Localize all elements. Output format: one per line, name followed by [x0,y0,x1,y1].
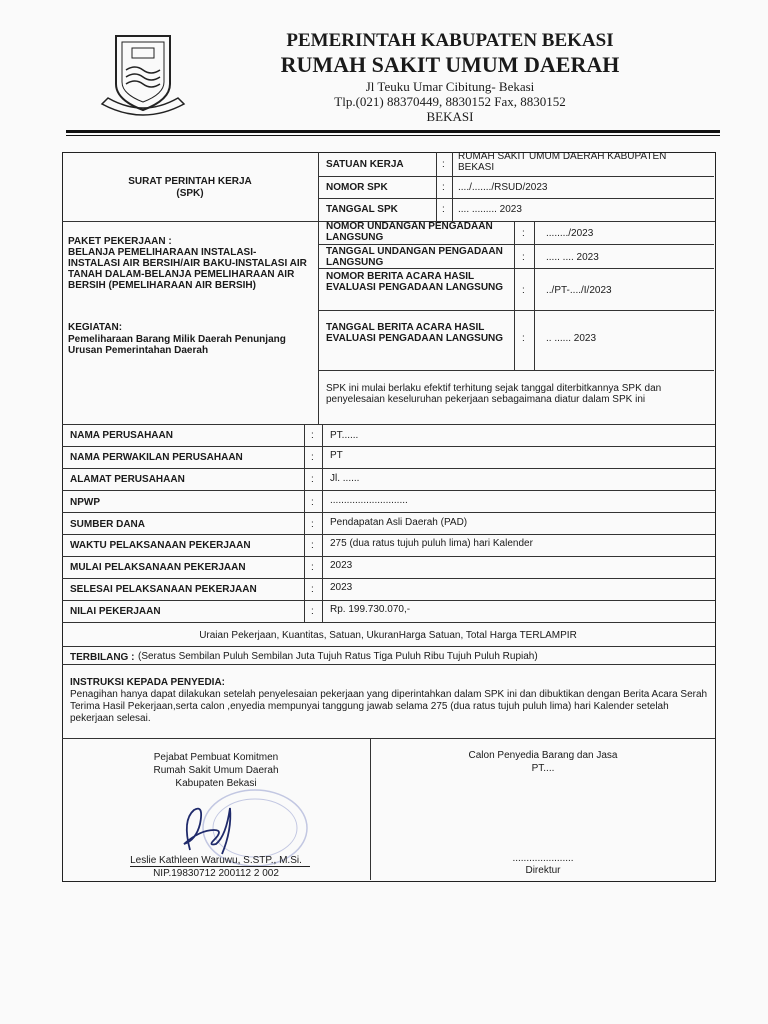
colon: : [311,497,314,508]
header-divider [66,130,720,133]
nomor-berita-acara-value: ../PT-..../I/2023 [546,285,612,296]
colon: : [311,584,314,595]
waktu-pelaksanaan-value: 275 (dua ratus tujuh puluh lima) hari Kalender [330,538,533,549]
colon: : [442,182,445,193]
nomor-spk-value: ..../......./RSUD/2023 [458,182,548,193]
ppk-name: Leslie Kathleen Waruwu, S.STP., M.Si. [130,855,302,866]
header-city: BEKASI [426,109,474,124]
colon: : [311,430,314,441]
tanggal-berita-acara-label: TANGGAL BERITA ACARA HASIL EVALUASI PENGADAAN LANGSUNG [326,322,504,344]
ppk-regency: Kabupaten Bekasi [175,778,257,789]
header-government: PEMERINTAH KABUPATEN BEKASI [286,30,614,51]
tanggal-spk-value: .... ......... 2023 [458,204,522,215]
mulai-pelaksanaan-value: 2023 [330,560,353,571]
colon: : [311,540,314,551]
nomor-undangan-label: NOMOR UNDANGAN PENGADAAN LANGSUNG [326,221,493,243]
terbilang-value: (Seratus Sembilan Puluh Sembilan Juta Tujuh Ratus Tiga Puluh Ribu Tujuh Puluh Rupiah) [138,651,538,662]
header-hospital: RUMAH SAKIT UMUM DAERAH [280,52,620,77]
provider-company: PT.... [531,763,555,774]
colon: : [442,159,445,170]
colon: : [522,285,525,296]
colon: : [311,452,314,463]
nomor-undangan-value: ......../2023 [546,228,594,239]
regency-logo [98,30,188,124]
colon: : [311,562,314,573]
kegiatan-description: Pemeliharaan Barang Milik Daerah Penunjang Urusan Pemerintahan Daerah [68,334,286,356]
handwritten-signature [170,800,250,858]
spk-effective-note: SPK ini mulai berlaku efektif terhitung sejak tanggal diterbitkannya SPK dan penyelesaian keseluruhan pekerjaan sebagaimana diatur dalam SPK ini [326,383,662,405]
header-phone: Tlp.(021) 88370449, 8830152 Fax, 8830152 [334,94,566,109]
header-address: Jl Teuku Umar Cibitung- Bekasi [365,79,535,94]
ppk-institution: Rumah Sakit Umum Daerah [153,765,279,776]
nilai-pekerjaan-label: NILAI PEKERJAAN [70,606,161,617]
colon: : [522,333,525,344]
satuan-kerja-value: RUMAH SAKIT UMUM DAERAH KABUPATEN BEKASI [458,151,667,173]
nama-perusahaan-value: PT...... [330,430,359,441]
tanggal-undangan-value: ..... .... 2023 [546,252,599,263]
alamat-perusahaan-label: ALAMAT PERUSAHAAN [70,474,185,485]
colon: : [311,474,314,485]
npwp-label: NPWP [70,497,100,508]
selesai-pelaksanaan-value: 2023 [330,582,353,593]
provider-signature-dots: ...................... [512,853,574,864]
nomor-spk-label: NOMOR SPK [326,182,388,193]
colon: : [522,228,525,239]
tanggal-spk-label: TANGGAL SPK [326,204,398,215]
paket-heading: PAKET PEKERJAAN : [68,236,172,247]
instruksi-heading: INSTRUKSI KEPADA PENYEDIA: [70,677,226,688]
npwp-value: ............................ [330,495,408,506]
instruksi-text: Penagihan hanya dapat dilakukan setelah penyelesaian pekerjaan yang diperintahkan dalam SPK ini dan dibuktikan dengan Berita Acara Serah Terima Hasil Pekerjaan,serta calon ,enyedia mempunyai tanggung jawab selama 275 (dua ratus tujuh puluh lima) hari Kalender setelah pekerjaan selesai. [70,689,708,724]
selesai-pelaksanaan-label: SELESAI PELAKSANAAN PEKERJAAN [70,584,257,595]
uraian-note: Uraian Pekerjaan, Kuantitas, Satuan, UkuranHarga Satuan, Total Harga TERLAMPIR [199,630,577,641]
alamat-perusahaan-value: Jl. ...... [330,473,360,484]
ppk-title: Pejabat Pembuat Komitmen [153,752,279,763]
nama-perusahaan-label: NAMA PERUSAHAAN [70,430,173,441]
colon: : [442,204,445,215]
spk-title: SURAT PERINTAH KERJA [128,176,252,187]
colon: : [522,252,525,263]
waktu-pelaksanaan-label: WAKTU PELAKSANAAN PEKERJAAN [70,540,251,551]
spk-title-abbr: (SPK) [176,188,204,199]
mulai-pelaksanaan-label: MULAI PELAKSANAAN PEKERJAAN [70,562,246,573]
kegiatan-heading: KEGIATAN: [68,322,123,333]
paket-description: BELANJA PEMELIHARAAN INSTALASI-INSTALASI AIR BERSIH/AIR BAKU-INSTALASI AIR TANAH DALAM-BELANJA PEMELIHARAAN AIR BERSIH (PEMELIHARAAN AIR BERSIH) [68,247,307,291]
tanggal-berita-acara-value: .. ...... 2023 [546,333,597,344]
satuan-kerja-label: SATUAN KERJA [326,159,404,170]
sumber-dana-value: Pendapatan Asli Daerah (PAD) [330,517,468,528]
header-divider-thin [66,135,720,136]
terbilang-label: TERBILANG : [70,652,135,663]
provider-director: Direktur [525,865,561,876]
provider-title: Calon Penyedia Barang dan Jasa [468,750,618,761]
ppk-nip: NIP.19830712 200112 2 002 [153,868,279,879]
colon: : [311,519,314,530]
nama-perwakilan-label: NAMA PERWAKILAN PERUSAHAAN [70,452,243,463]
nama-perwakilan-value: PT [330,450,343,461]
colon: : [311,606,314,617]
nilai-pekerjaan-value: Rp. 199.730.070,- [330,604,411,615]
sumber-dana-label: SUMBER DANA [70,519,145,530]
nomor-berita-acara-label: NOMOR BERITA ACARA HASIL EVALUASI PENGADAAN LANGSUNG [326,271,504,293]
tanggal-undangan-label: TANGGAL UNDANGAN PENGADAAN LANGSUNG [326,246,503,268]
